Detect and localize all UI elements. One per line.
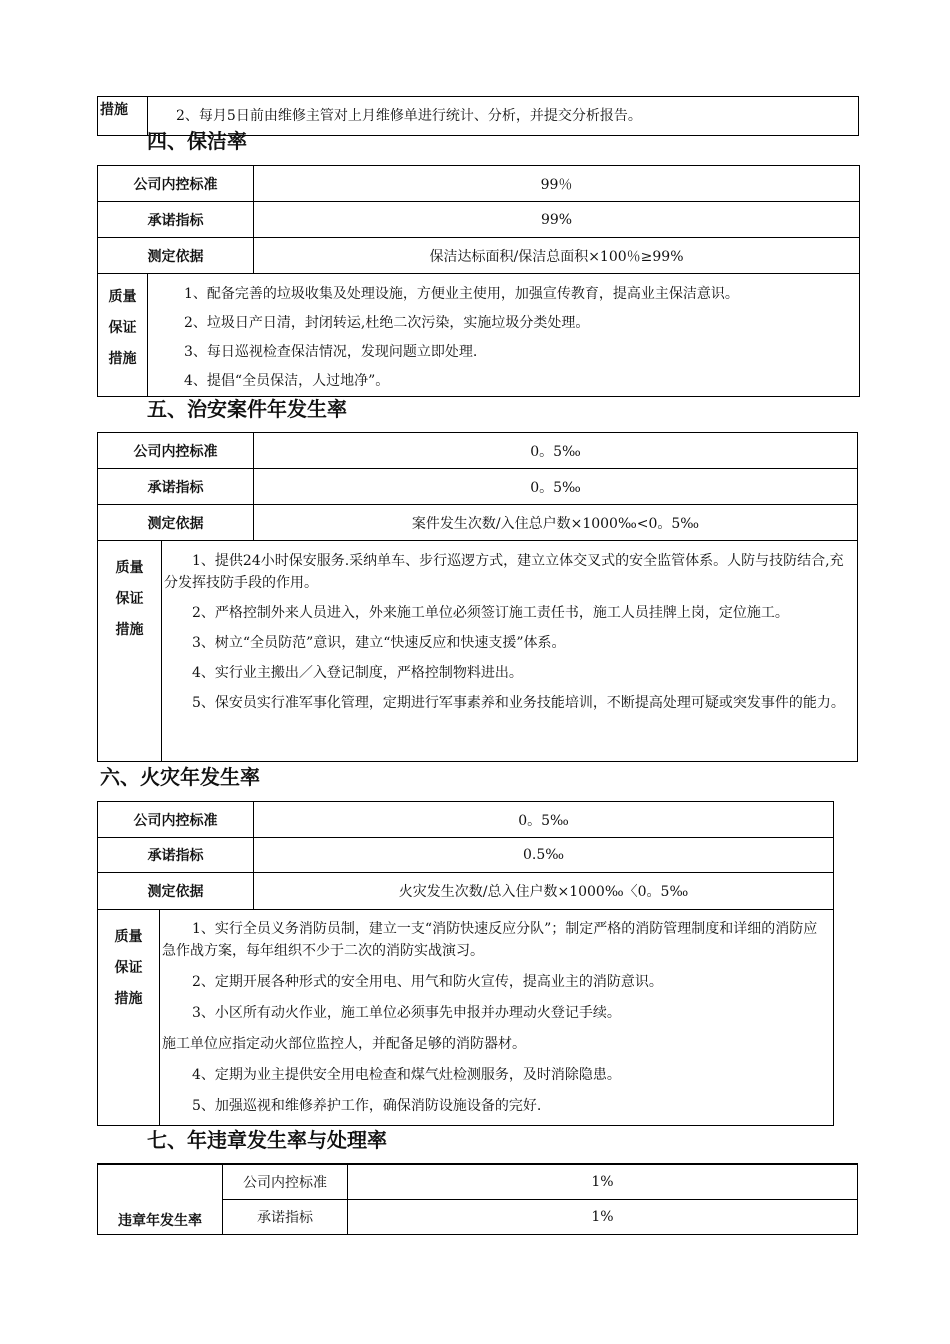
- list-item: 4、提倡“全员保洁，人过地净”。: [184, 373, 390, 389]
- standard-label: 公司内控标准: [98, 802, 254, 838]
- commitment-value: 99%: [254, 202, 860, 238]
- standard-value: 99％: [254, 166, 860, 202]
- standard-value: 0。5‰: [254, 802, 834, 838]
- commitment-value: 0。5‰: [254, 469, 858, 505]
- list-item: 5、保安员实行准军事化管理，定期进行军事素养和业务技能培训，不断提高处理可疑或突发事件的能力。: [192, 695, 845, 711]
- list-item: 3、小区所有动火作业，施工单位必须事先申报并办理动火登记手续。: [192, 1005, 621, 1021]
- list-item: 5、加强巡视和维修养护工作，确保消防设施设备的完好.: [192, 1098, 542, 1114]
- standard-label: 公司内控标准: [98, 166, 254, 202]
- standard-value: 0。5‰: [254, 433, 858, 469]
- basis-value: 保洁达标面积/保洁总面积×100％≥99%: [254, 238, 860, 274]
- list-item: 3、每日巡视检查保洁情况，发现问题立即处理.: [184, 344, 478, 360]
- commitment-label: 承诺指标: [98, 202, 254, 238]
- list-item: 1、配备完善的垃圾收集及处理设施，方便业主使用，加强宣传教育，提高业主保洁意识。: [184, 286, 739, 302]
- list-item: 2、定期开展各种形式的安全用电、用气和防火宣传，提高业主的消防意识。: [192, 974, 663, 990]
- quality-assurance-label: 质量 保证 措施: [98, 274, 148, 397]
- commitment-value: 0.5‰: [254, 838, 834, 873]
- section-7-table: [97, 1163, 858, 1235]
- standard-label: 公司内控标准: [98, 433, 254, 469]
- measures-list: [162, 541, 858, 762]
- basis-label: 测定依据: [98, 505, 254, 541]
- basis-label: 测定依据: [98, 238, 254, 274]
- list-item: 2、严格控制外来人员进入，外来施工单位必须签订施工责任书，施工人员挂牌上岗，定位施工。: [192, 605, 789, 621]
- quality-assurance-label: 质量 保证 措施: [98, 910, 160, 1126]
- standard-label: 公司内控标准: [223, 1164, 348, 1199]
- list-item: 施工单位应指定动火部位监控人，并配备足够的消防器材。: [162, 1036, 526, 1052]
- measure-label: 措施: [98, 97, 148, 136]
- standard-value: 1%: [348, 1164, 858, 1199]
- section-4-table: [97, 165, 860, 397]
- list-item: 3、树立“全员防范”意识，建立“快速反应和快速支援”体系。: [192, 635, 566, 651]
- list-item: 2、垃圾日产日清，封闭转运,杜绝二次污染，实施垃圾分类处理。: [184, 315, 590, 331]
- basis-value: 火灾发生次数/总入住户数×1000‰〈0。5‰: [254, 873, 834, 910]
- quality-assurance-label: 质量 保证 措施: [98, 541, 162, 762]
- list-item: 4、实行业主搬出／入登记制度，严格控制物料进出。: [192, 665, 523, 681]
- section-6-title: 六、火灾年发生率: [100, 765, 260, 789]
- section-5-title: 五、治安案件年发生率: [147, 397, 347, 421]
- section-4-title: 四、保洁率: [147, 129, 247, 153]
- section-7-title: 七、年违章发生率与处理率: [147, 1128, 387, 1152]
- list-item: 1、实行全员义务消防员制，建立一支“消防快速反应分队”；制定严格的消防管理制度和详细的消防应急作战方案，每年组织不少于二次的消防实战演习。: [162, 921, 818, 959]
- violation-rate-label: 违章年发生率: [98, 1164, 223, 1234]
- measures-list: [148, 274, 860, 397]
- list-item: 1、提供24小时保安服务.采纳单车、步行巡逻方式，建立立体交叉式的安全监管体系。人防与技防结合,充分发挥技防手段的作用。: [164, 553, 844, 591]
- basis-label: 测定依据: [98, 873, 254, 910]
- commitment-label: 承诺指标: [98, 469, 254, 505]
- section-6-table: [97, 801, 834, 1126]
- measures-list: [160, 910, 834, 1126]
- basis-value: 案件发生次数/入住总户数×1000‰<0。5‰: [254, 505, 858, 541]
- commitment-label: 承诺指标: [98, 838, 254, 873]
- measure-text: 2、每月5日前由维修主管对上月维修单进行统计、分析，并提交分析报告。: [148, 97, 859, 136]
- commitment-label: 承诺指标: [223, 1199, 348, 1234]
- commitment-value: 1%: [348, 1199, 858, 1234]
- list-item: 4、定期为业主提供安全用电检查和煤气灶检测服务，及时消除隐患。: [192, 1067, 621, 1083]
- section-5-table: [97, 432, 858, 762]
